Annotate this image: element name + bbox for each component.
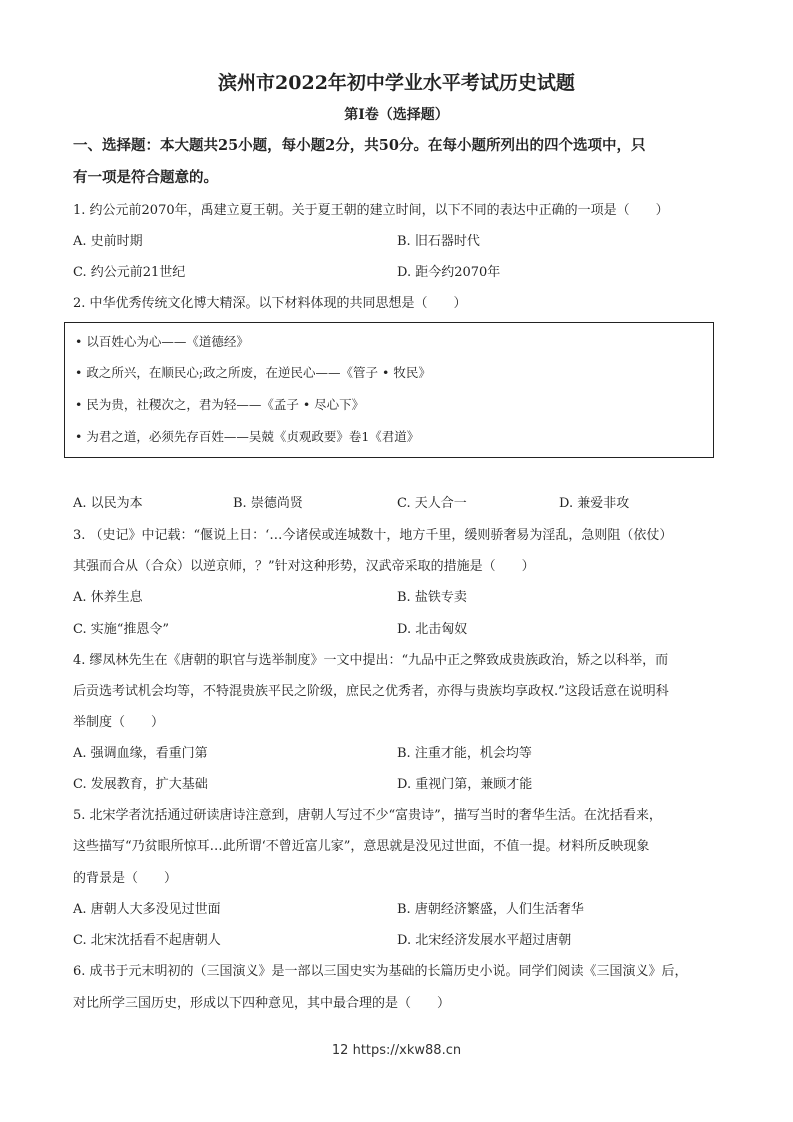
section-heading-line: 有一项是符合题意的。 <box>73 169 218 186</box>
material-line: • 为君之道，必须先存百姓——吴兢《贞观政要》卷1《君道》 <box>75 429 420 444</box>
section-subtitle: 第Ⅰ卷（选择题） <box>344 107 449 123</box>
question-2-stem: 2. 中华优秀传统文化博大精深。以下材料体现的共同思想是（ ） <box>73 296 467 311</box>
question-1-stem: 1. 约公元前2070年，禹建立夏王朝。关于夏王朝的建立时间，以下不同的表达中正确的一项是（ ） <box>73 203 669 218</box>
option-c: C. 发展教育，扩大基础 <box>73 777 208 792</box>
page-title: 滨州市2022年初中学业水平考试历史试题 <box>218 72 575 94</box>
option-c: C. 北宋沈括看不起唐朝人 <box>73 933 221 948</box>
question-6-stem: 对比所学三国历史，形成以下四种意见，其中最合理的是（ ） <box>73 996 451 1011</box>
option-c: C. 天人合一 <box>397 496 467 511</box>
option-d: D. 北击匈奴 <box>397 622 468 637</box>
option-a: A. 强调血缘，看重门第 <box>73 746 208 761</box>
question-6-stem: 6. 成书于元末明初的（三国演义》是一部以三国史实为基础的长篇历史小说。同学们阅读《三国演义》后， <box>73 964 688 979</box>
page-footer: 12 https://xkw88.cn <box>331 1043 462 1058</box>
option-b: B. 崇德尚贤 <box>233 496 303 511</box>
material-line: • 以百姓心为心——《道德经》 <box>75 334 249 349</box>
option-c: C. 约公元前21世纪 <box>73 265 186 280</box>
material-line: • 民为贵，社稷次之，君为轻——《孟子 • 尽心下》 <box>75 397 365 412</box>
option-c: C. 实施“推恩令” <box>73 622 170 637</box>
option-b: B. 旧石器时代 <box>397 234 480 249</box>
option-b: B. 唐朝经济繁盛，人们生活奢华 <box>397 902 584 917</box>
question-5-stem: 5. 北宋学者沈括通过研读唐诗注意到，唐朝人写过不少“富贵诗”，描写当时的奢华生活。在沈括看来， <box>73 808 662 823</box>
material-line: • 政之所兴，在顺民心;政之所废，在逆民心——《管子 • 牧民》 <box>75 365 431 380</box>
option-b: B. 注重才能，机会均等 <box>397 746 532 761</box>
question-4-stem: 举制度（ ） <box>73 715 165 730</box>
material-box <box>64 322 714 458</box>
option-a: A. 以民为本 <box>73 496 143 511</box>
question-3-stem: 3. （史记》中记载：“偃说上日：‘…今诸侯或连城数十，地方千里，缓则骄奢易为淫乱，急则阻（依仗） <box>73 528 673 543</box>
question-3-stem: 其强而合从（合众）以逆京师，？”针对这种形势，汉武帝采取的措施是（ ） <box>73 559 535 574</box>
question-5-stem: 的背景是（ ） <box>73 871 178 886</box>
option-a: A. 唐朝人大多没见过世面 <box>73 902 221 917</box>
option-a: A. 休养生息 <box>73 590 143 605</box>
option-d: D. 北宋经济发展水平超过唐朝 <box>397 933 572 948</box>
option-b: B. 盐铁专卖 <box>397 590 467 605</box>
option-a: A. 史前时期 <box>73 234 143 249</box>
question-4-stem: 后贡选考试机会均等，不特混贵族平民之阶级，庶民之优秀者，亦得与贵族均享政权.”这段话意在说明科 <box>73 684 669 699</box>
option-d: D. 重视门第，兼顾才能 <box>397 777 533 792</box>
option-d: D. 距今约2070年 <box>397 265 501 280</box>
question-4-stem: 4. 缪凤林先生在《唐朝的职官与选举制度》一文中提出：“九品中正之弊致成贵族政治，矫之以科举，而 <box>73 653 669 668</box>
section-heading-line: 一、选择题：本大题共25小题，每小题2分，共50分。在每小题所列出的四个选项中，只 <box>73 137 646 154</box>
question-5-stem: 这些描写“乃贫眼所惊耳…此所谓‘不曾近富儿家”，意思就是没见过世面，不值一提。材料所反映现象 <box>73 839 650 854</box>
option-d: D. 兼爱非攻 <box>559 496 630 511</box>
